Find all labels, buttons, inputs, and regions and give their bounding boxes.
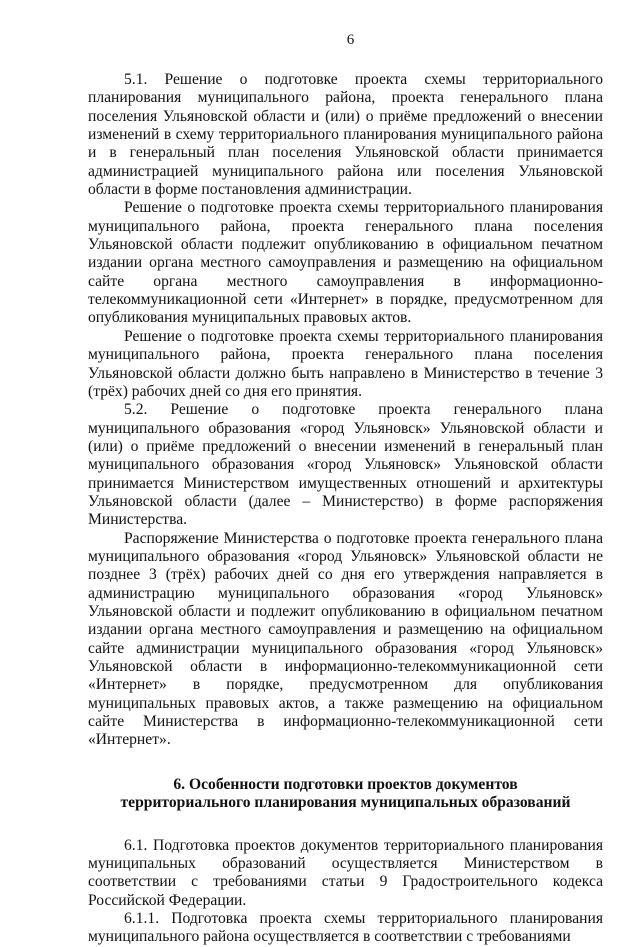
- paragraph-6-1-1: 6.1.1. Подготовка проекта схемы территориального планирования муниципального района осуществляется в соответствии с требованиями: [88, 910, 603, 946]
- section-heading-line-2: территориального планирования муниципальных образований: [120, 794, 571, 812]
- section-heading-line-1: 6. Особенности подготовки проектов документов: [173, 775, 518, 793]
- paragraph-6-1: 6.1. Подготовка проектов документов территориального планирования муниципальных образований осуществляется Министерством в соответствии с требованиями статьи 9 Градостроительного кодекса Российской Федерации.: [88, 836, 603, 909]
- paragraph-ministry-notice: Решение о подготовке проекта схемы территориального планирования муниципального района, проекта генерального плана поселения Ульяновской области должно быть направлено в Министерство в течение 3 (трёх) рабочих дней со дня его принятия.: [88, 327, 603, 400]
- paragraph-5-2: 5.2. Решение о подготовке проекта генерального плана муниципального образования «город Ульяновск» Ульяновской области и (или) о приёме предложений о внесении изменений в генеральный план муниципального образования «город Ульяновск» Ульяновской области принимается Министерством имущественных отношений и архитектуры Ульяновской области (далее – Министерство) в форме распоряжения Министерства.: [88, 401, 603, 529]
- page-number: 6: [346, 32, 355, 48]
- section-heading: [88, 776, 603, 813]
- paragraph-publication: Решение о подготовке проекта схемы территориального планирования муниципального района, проекта генерального плана поселения Ульяновской области подлежит опубликованию в официальном печатном издании органа местного самоуправления и размещению на официальном сайте органа местного самоуправления в информационно-телекоммуникационной сети «Интернет» в порядке, предусмотренном для опубликования муниципальных правовых актов.: [88, 199, 603, 327]
- paragraph-ministry-order: Распоряжение Министерства о подготовке проекта генерального плана муниципального образования «город Ульяновск» Ульяновской области не позднее 3 (трёх) рабочих дней со дня его утверждения направляется в администрацию муниципального образования «город Ульяновск» Ульяновской области и подлежит опубликованию в официальном печатном издании органа местного самоуправления и размещению на официальном сайте администрации муниципального образования «город Ульяновск» Ульяновской области в информационно-телекоммуникационной сети «Интернет» в порядке, предусмотренном для опубликования муниципальных правовых актов, а также размещению на официальном сайте Министерства в информационно-телекоммуникационной сети «Интернет».: [88, 529, 603, 749]
- paragraph-5-1: 5.1. Решение о подготовке проекта схемы территориального планирования муниципального района, проекта генерального плана поселения Ульяновской области и (или) о приёме предложений о внесении изменений в схему территориального планирования муниципального района и в генеральный план поселения Ульяновской области принимается администрацией муниципального района или поселения Ульяновской области в форме постановления администрации.: [88, 71, 603, 199]
